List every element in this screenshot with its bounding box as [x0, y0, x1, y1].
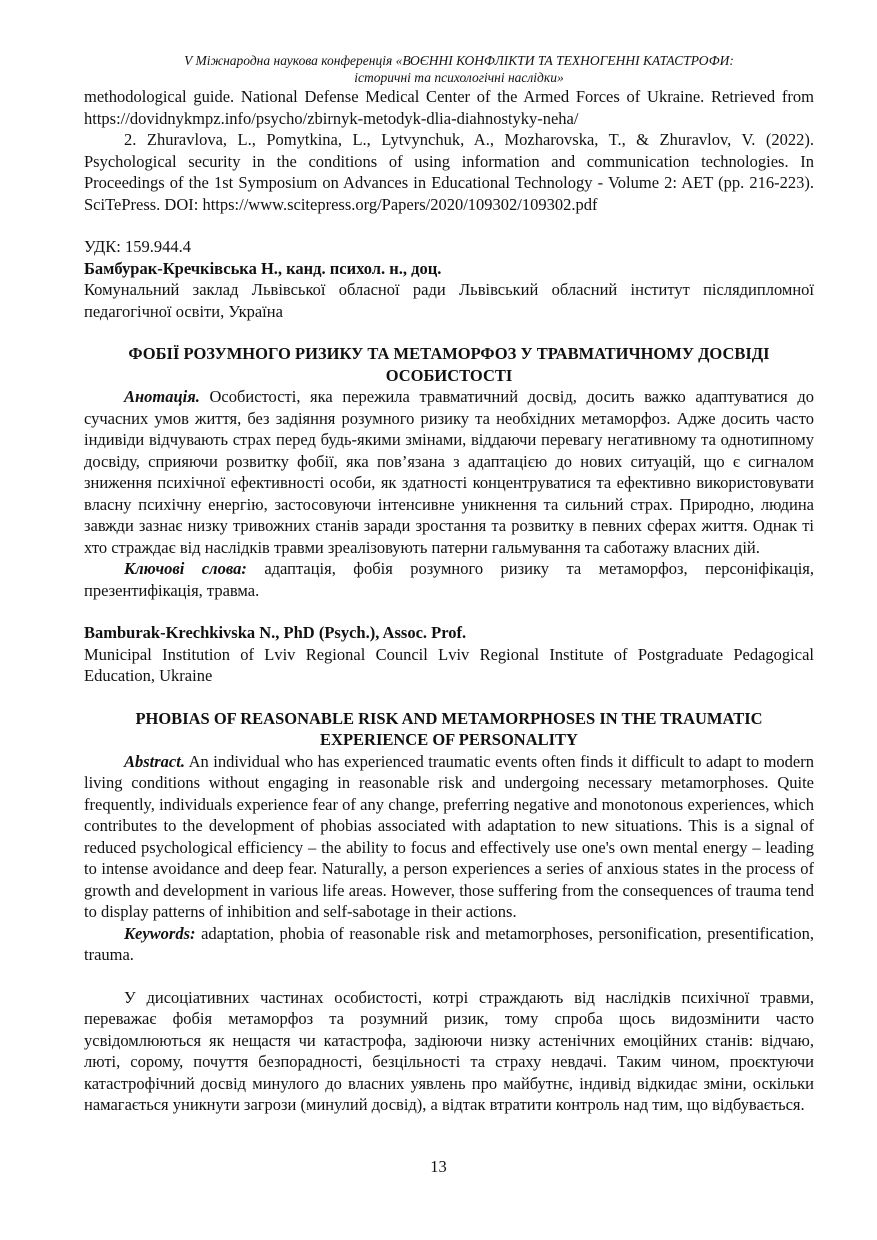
abstract-text-ukr: Особистості, яка пережила травматичний досвід, досить важко адаптуватися до сучасних умов життя, без задіяння розумного ризику та необхідних метаморфоз. Адже досить часто індивіди відчувають страх перед будь-якими змінами, віддаючи перевагу негативному та однотипному досвіду, сприяючи розвитку фобії, яка пов’язана з адаптацією до нових ситуацій, що є сигналом зниження психічної ефективності особи, як здатності концентруватися та ефективно використовувати власну психічну енергію, застосовуючи інтенсивне уникнення та сильний страх. Природно, людина завжди зазнає низку тривожних станів заради зростання та розвитку в певних сферах життя. Однак ті хто страждає від наслідків травми зреалізовують патерни гальмування та саботажу власних дій.	[84, 387, 814, 557]
affiliation-ukr: Комунальний заклад Львівської обласної ради Львівський обласний інститут післядипломної педагогічної освіти, Україна	[84, 280, 814, 321]
reference-1-continuation: methodological guide. National Defense Medical Center of the Armed Forces of Ukraine. Retrieved from https://dovidnykmpz.info/psycho/zbirnyk-metodyk-dlia-diahnostyky-neha/	[84, 87, 814, 128]
article-title-ukr: ФОБІЇ РОЗУМНОГО РИЗИКУ ТА МЕТАМОРФОЗ У ТРАВМАТИЧНОМУ ДОСВІДІ ОСОБИСТОСТІ	[128, 344, 770, 385]
keywords-text-ukr: адаптація, фобія розумного ризику та метаморфоз, персоніфікація, презентифікація, травма.	[84, 559, 814, 600]
reference-2: 2. Zhuravlova, L., Pomytkina, L., Lytvynchuk, A., Mozharovska, T., & Zhuravlov, V. (2022). Psychological security in the conditions of using information and communication technologies. In Proceedings of the 1st Symposium on Advances in Educational Technology - Volume 2: AET (pp. 216-223). SciTePress. DOI: https://www.scitepress.org/Papers/2020/109302/109302.pdf	[84, 130, 814, 214]
keywords-label-ukr: Ключові слова:	[124, 559, 247, 578]
body-paragraph: У дисоціативних частинах особистості, котрі страждають від наслідків психічної травми, переважає фобія метаморфоз та розумний ризик, тому спроба щось видозмінити часто усвідомлюються як нещастя чи катастрофа, задіюючи низку астенічних емоційних станів: відчаю, люті, сорому, почуття безпорадності, безцільності та страху невдачі. Таким чином, проєктуючи катастрофічний досвід минулого до власних уявлень про майбутнє, індивід відкидає зміни, оскільки намагається уникнути загрози (минулий досвід), а відтак втратити контроль над тим, що відбувається.	[84, 987, 814, 1114]
author-ukr: Бамбурак-Кречківська Н., канд. психол. н., доц.	[84, 258, 442, 278]
page	[84, 52, 814, 1116]
abstract-eng	[84, 751, 814, 923]
udk-code: УДК: 159.944.4	[84, 237, 191, 256]
keywords-eng	[84, 923, 814, 966]
abstract-text-eng: An individual who has experienced traumatic events often finds it difficult to adapt to modern living conditions without engaging in reasonable risk and undergoing necessary metamorphoses. Quite frequently, individuals experience fear of any change, preferring negative and monotonous experiences, which contributes to the development of phobias associated with adaptation to new situations. This is a signal of reduced psychological efficiency – the ability to focus and effectively use one's own mental energy – leading to intense avoidance and deep fear. Naturally, a person experiences a series of anxious states in the process of growth and development in various life areas. However, those suffering from the consequences of trauma tend to display patterns of inhibition and self-sabotage in their actions.	[84, 751, 814, 921]
keywords-ukr	[84, 558, 814, 601]
running-header-line1: V Міжнародна наукова конференція «ВОЄННІ КОНФЛІКТИ ТА ТЕХНОГЕННІ КАТАСТРОФИ:	[184, 53, 734, 68]
keywords-label-eng: Keywords:	[124, 923, 196, 943]
abstract-label-ukr: Анотація.	[124, 387, 200, 406]
affiliation-eng: Municipal Institution of Lviv Regional Council Lviv Regional Institute of Postgraduate Pedagogical Education, Ukraine	[84, 644, 814, 685]
keywords-text-eng: adaptation, phobia of reasonable risk and metamorphoses, personification, presentification, trauma.	[84, 923, 814, 964]
running-header	[84, 52, 814, 86]
abstract-ukr	[84, 386, 814, 558]
article-title-eng: PHOBIAS OF REASONABLE RISK AND METAMORPHOSES IN THE TRAUMATIC EXPERIENCE OF PERSONALITY	[135, 708, 763, 749]
abstract-label-eng: Abstract.	[124, 751, 185, 771]
running-header-line2: історичні та психологічні наслідки»	[354, 70, 564, 85]
author-eng: Bamburak-Krechkivska N., PhD (Psych.), Assoc. Prof.	[84, 623, 467, 642]
page-number: 13	[430, 1157, 447, 1176]
